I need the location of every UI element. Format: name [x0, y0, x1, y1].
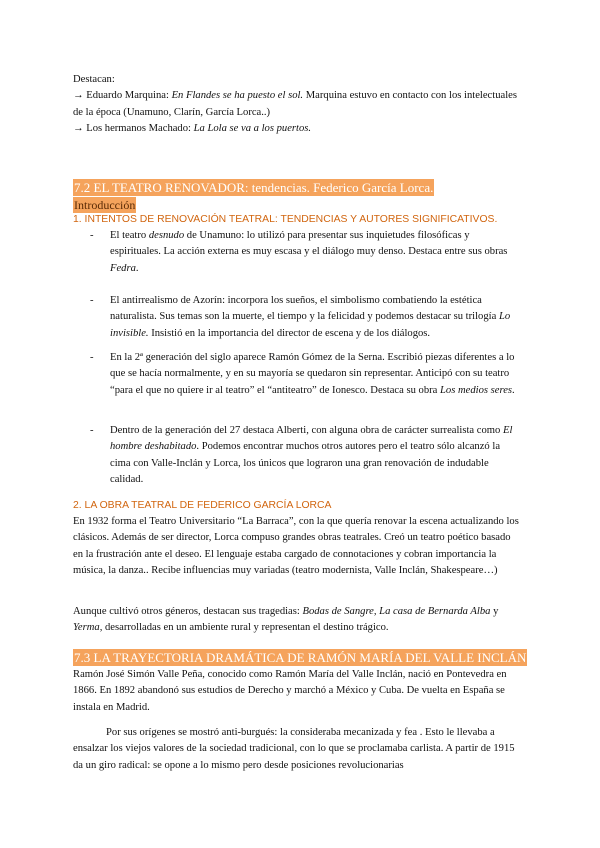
section-73-heading: 7.3 LA TRAYECTORIA DRAMÁTICA DE RAMÓN MARÍA DEL VALLE INCLÁN [74, 650, 527, 665]
bullet-dash: - [90, 295, 94, 306]
section-72-subheading: Introducción [74, 198, 136, 212]
bullet-3: - En la 2ª generación del siglo aparece Ramón Gómez de la Serna. Escribió piezas diferentes a lo que se hacía normalmente, y en su mayoría se quedaron sin representar. Anticipó con su teatro “para el que no quiere ir al teatro” el “antiteatro” de Ionesco. Destaca su obra Los medios seres. [90, 352, 515, 396]
bullet-2: - El antirrealismo de Azorín: incorpora los sueños, el simbolismo combatiendo la estética naturalista. Sus temas son la muerte, el tiempo y la felicidad y podemos destacar su trilogía Lo invisible. Insistió en la importancia del director de escena y de los diálogos. [90, 295, 511, 339]
section-72-heading-wrap [73, 179, 523, 197]
part1-title: 1. INTENTOS DE RENOVACIÓN TEATRAL: TENDENCIAS Y AUTORES SIGNIFICATIVOS. [73, 214, 498, 225]
lorca-paragraph-2: Aunque cultivó otros géneros, destacan sus tragedias: Bodas de Sangre, La casa de Bernarda Alba y Yerma, desarrolladas en un ambiente rural y representan el destino trágico. [73, 606, 499, 634]
intro-line-marquina: → Eduardo Marquina: En Flandes se ha puesto el sol. Marquina estuvo en contacto con los intelectuales de la época (Unamuno, Clarín, García Lorca..) [73, 90, 517, 118]
intro-line-machado: → Los hermanos Machado: La Lola se va a los puertos. [73, 122, 312, 134]
bullet-dash: - [90, 425, 94, 436]
valle-paragraph-2: Por sus orígenes se mostró anti-burgués: la consideraba mecanizada y fea . Esto le llevaba a ensalzar los viejos valores de la sociedad tradicional, con lo que se proclamaba carlista. A partir de 1915 da un giro radical: se opone a lo mismo pero desde posiciones revolucionarias [73, 727, 515, 771]
bullet-dash: - [90, 352, 94, 363]
intro-title: Destacan: [73, 74, 115, 85]
part2-title: 2. LA OBRA TEATRAL DE FEDERICO GARCÍA LORCA [73, 500, 332, 511]
bullet-dash: - [90, 230, 94, 241]
section-72-heading: 7.2 EL TEATRO RENOVADOR: tendencias. Federico García Lorca. [74, 180, 434, 195]
bullet-4: - Dentro de la generación del 27 destaca Alberti, con alguna obra de carácter surrealista como El hombre deshabitado. Podemos encontrar muchos otros autores pero el teatro sólo alcanzó la cima con Valle-Inclán y Lorca, los únicos que lograron una gran renovación de indudable calidad. [90, 425, 513, 485]
intro-block [73, 72, 523, 137]
section-73-heading-wrap [73, 649, 527, 667]
lorca-paragraph-1: En 1932 forma el Teatro Universitario “La Barraca”, con la que quería renovar la escena actualizando los clásicos. Además de ser director, Lorca compuso grandes obras teatrales. Creó un teatro poético basado en la frustración ante el deseo. El lenguaje estaba cargado de connotaciones y cobran importancia la música, la danza.. Recibe influencias muy variadas (teatro modernista, Valle Inclán, Shakespeare…) [73, 516, 519, 576]
bullet-1: - El teatro desnudo de Unamuno: lo utilizó para presentar sus inquietudes filosóficas y espirituales. La acción externa es muy escasa y el diálogo muy denso. Destaca entre sus obras Fedra. [90, 230, 508, 274]
valle-paragraph-1: Ramón José Simón Valle Peña, conocido como Ramón María del Valle Inclán, nació en Pontevedra en 1866. En 1892 abandonó sus estudios de Derecho y marchó a México y Cuba. De vuelta en España se instala en Madrid. [73, 669, 507, 713]
